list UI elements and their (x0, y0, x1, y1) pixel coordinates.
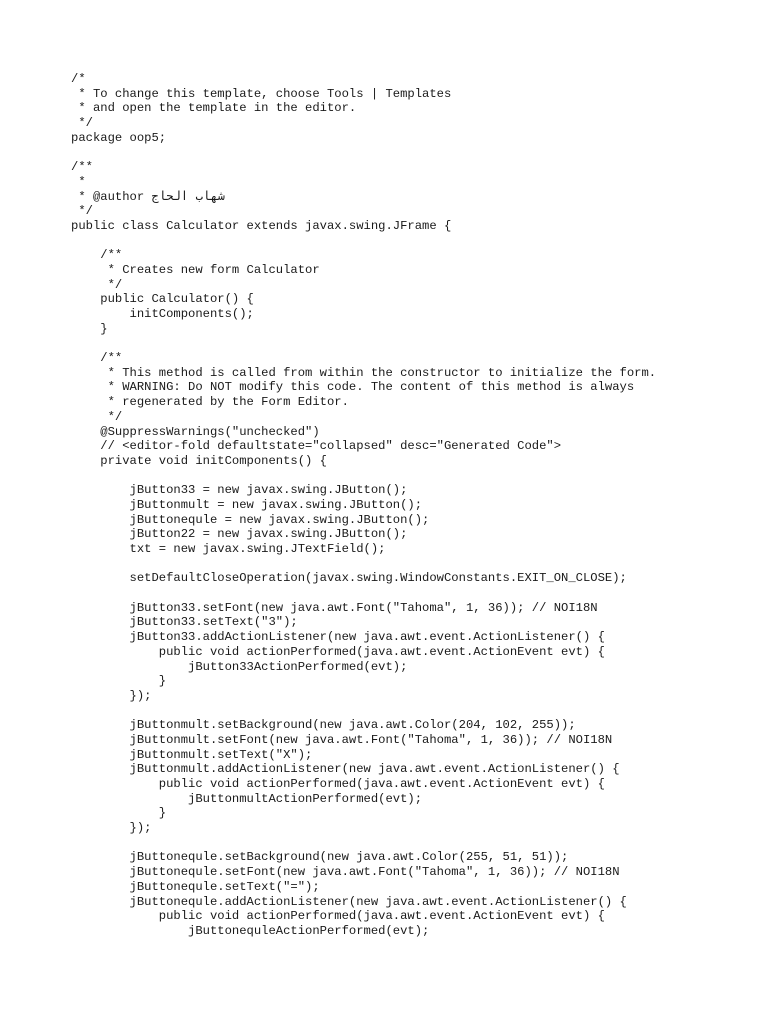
source-code-block (71, 72, 656, 939)
code-line: @SuppressWarnings("unchecked") (71, 424, 320, 439)
code-line: jButton33ActionPerformed(evt); (71, 659, 408, 674)
code-line: setDefaultCloseOperation(javax.swing.WindowConstants.EXIT_ON_CLOSE); (71, 571, 627, 586)
code-line (71, 336, 656, 351)
code-line: * To change this template, choose Tools | Templates (71, 86, 452, 101)
code-line: jButtonmult.setText("X"); (71, 747, 313, 762)
code-line: /** (71, 160, 93, 175)
code-line: * @author شهاب الحاج (71, 189, 225, 204)
code-line: txt = new javax.swing.JTextField(); (71, 542, 386, 556)
code-line: /* (71, 72, 86, 86)
code-line: * and open the template in the editor. (71, 101, 357, 116)
code-line: */ (71, 277, 123, 292)
code-line: */ (71, 116, 93, 131)
code-line: jButton33.setFont(new java.awt.Font("Tahoma", 1, 36)); // NOI18N (71, 600, 598, 615)
code-line (71, 704, 656, 719)
code-line: * regenerated by the Form Editor. (71, 395, 349, 410)
code-line: jButtonequleActionPerformed(evt); (71, 923, 430, 938)
code-line: jButton33.addActionListener(new java.awt.event.ActionListener() { (71, 630, 605, 645)
code-line (71, 234, 656, 249)
code-line: jButtonequle.setText("="); (71, 879, 320, 894)
code-line: jButton33 = new javax.swing.JButton(); (71, 483, 408, 498)
code-line: * (71, 174, 86, 189)
code-line: * WARNING: Do NOT modify this code. The content of this method is always (71, 380, 635, 395)
code-line: */ (71, 409, 123, 424)
code-line: // <editor-fold defaultstate="collapsed" desc="Generated Code"> (71, 439, 562, 454)
code-line (71, 836, 656, 851)
code-line: /** (71, 248, 123, 263)
code-line: jButton22 = new javax.swing.JButton(); (71, 527, 408, 542)
code-line: } (71, 321, 108, 336)
code-line: package oop5; (71, 130, 167, 145)
code-line: public Calculator() { (71, 292, 254, 307)
code-line (71, 145, 656, 160)
code-line: private void initComponents() { (71, 453, 327, 468)
code-line: } (71, 674, 167, 689)
code-line: jButtonequle.addActionListener(new java.awt.event.ActionListener() { (71, 894, 627, 909)
code-line: jButtonmult.setFont(new java.awt.Font("Tahoma", 1, 36)); // NOI18N (71, 732, 613, 747)
code-line: */ (71, 204, 93, 219)
code-line: jButtonequle.setBackground(new java.awt.Color(255, 51, 51)); (71, 850, 569, 865)
code-line: jButtonmult.addActionListener(new java.awt.event.ActionListener() { (71, 762, 620, 777)
code-line: public void actionPerformed(java.awt.event.ActionEvent evt) { (71, 777, 605, 791)
code-line: }); (71, 688, 152, 703)
code-line: jButtonmult.setBackground(new java.awt.Color(204, 102, 255)); (71, 718, 576, 733)
code-line (71, 469, 656, 484)
code-line: * Creates new form Calculator (71, 262, 320, 277)
code-line: jButton33.setText("3"); (71, 615, 298, 630)
code-line: public void actionPerformed(java.awt.event.ActionEvent evt) { (71, 644, 605, 659)
code-line: jButtonequle.setFont(new java.awt.Font("Tahoma", 1, 36)); // NOI18N (71, 865, 620, 880)
code-line: /** (71, 351, 123, 366)
code-line: jButtonequle = new javax.swing.JButton(); (71, 512, 430, 527)
code-line: }); (71, 821, 152, 836)
code-line: jButtonmult = new javax.swing.JButton(); (71, 497, 423, 512)
code-line (71, 557, 656, 572)
code-line: * This method is called from within the constructor to initialize the form. (71, 365, 657, 380)
code-line (71, 586, 656, 601)
code-line: public class Calculator extends javax.swing.JFrame { (71, 218, 452, 233)
code-line: jButtonmultActionPerformed(evt); (71, 791, 423, 806)
code-line: initComponents(); (71, 307, 254, 321)
code-line: public void actionPerformed(java.awt.event.ActionEvent evt) { (71, 909, 605, 924)
code-line: } (71, 806, 167, 821)
